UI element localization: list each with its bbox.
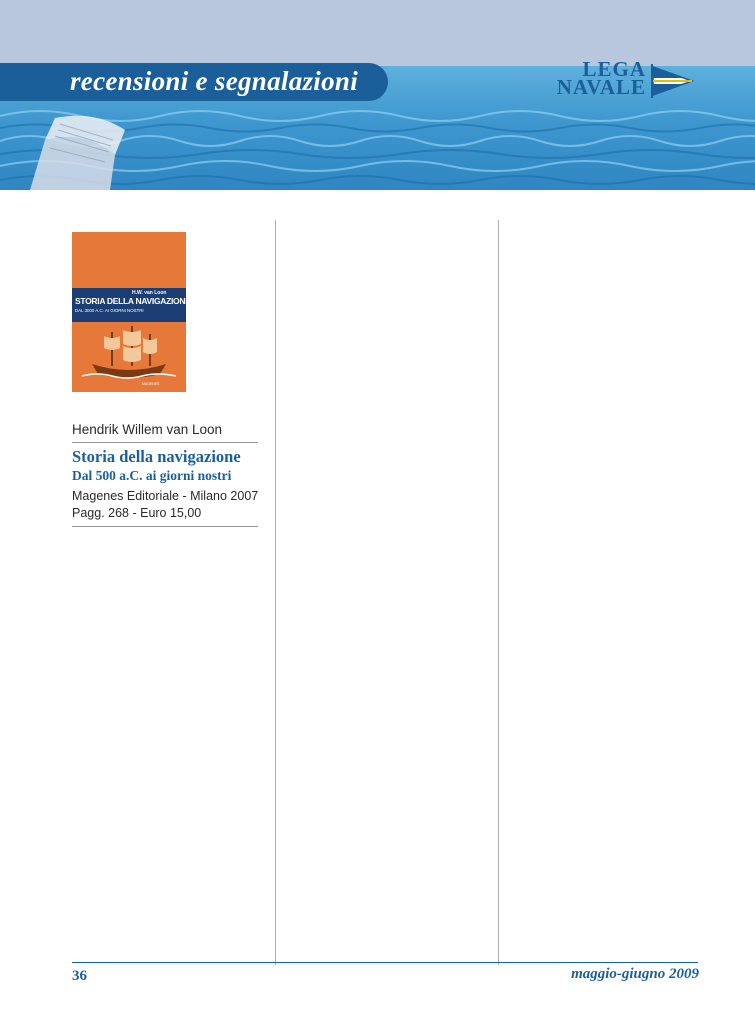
sailing-ship-icon	[82, 324, 176, 380]
book-publisher: Magenes Editoriale - Milano 2007	[72, 489, 259, 503]
section-title-bar	[0, 63, 388, 101]
book-subtitle: Dal 500 a.C. ai giorni nostri	[72, 468, 232, 483]
footer-rule	[72, 962, 698, 963]
divider	[72, 442, 258, 443]
section-title: recensioni e segnalazioni	[70, 66, 359, 96]
book-title: Storia della navigazione	[72, 447, 241, 466]
lega-navale-logo	[520, 57, 700, 100]
book-pages-price: Pagg. 268 - Euro 15,00	[72, 506, 202, 520]
cover-author: H.W. van Loon	[132, 290, 167, 296]
logo-line-2: NAVALE	[556, 75, 646, 99]
book-cover-image	[72, 232, 191, 392]
logo-line-1: LEGA	[582, 57, 646, 81]
issue-date: maggio-giugno 2009	[571, 966, 699, 982]
open-book-icon	[25, 100, 165, 190]
column-rule	[498, 220, 499, 965]
pennant-flag-icon	[650, 64, 694, 98]
book-author: Hendrik Willem van Loon	[72, 422, 223, 437]
column-rule	[275, 220, 276, 965]
divider	[72, 526, 258, 527]
cover-publisher: MAGENES	[142, 382, 160, 386]
cover-title: STORIA DELLA NAVIGAZIONE	[75, 296, 191, 306]
cover-subtitle: DAL 3000 A.C. AI GIORNI NOSTRI	[75, 308, 144, 313]
page-number: 36	[72, 968, 87, 984]
